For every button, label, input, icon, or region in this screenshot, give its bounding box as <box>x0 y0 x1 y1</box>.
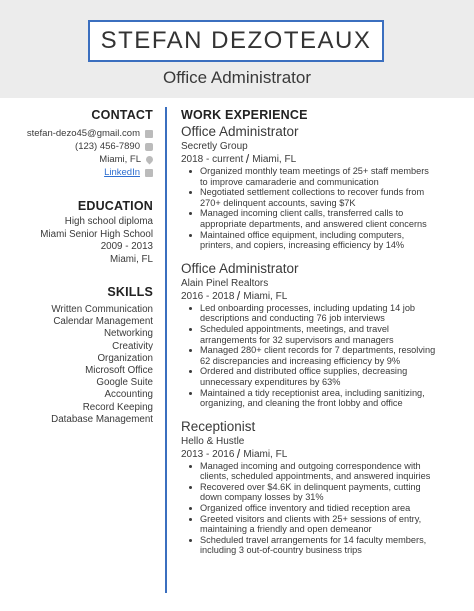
job-dates-row <box>181 448 465 461</box>
job-bullet: Managed incoming client calls, transferred calls to appropriate departments, and answered client concerns <box>181 208 465 229</box>
skills-heading: SKILLS <box>107 285 153 299</box>
job-bullet: Organized office inventory and tidied reception area <box>181 503 465 514</box>
job-bullet: Scheduled appointments, meetings, and travel arrangements for 32 supervisors and managers <box>181 324 465 345</box>
education-dates: 2009 - 2013 <box>100 241 153 252</box>
contact-location <box>0 153 153 166</box>
job-bullet: Led onboarding processes, including updating 14 job descriptions and conducting 76 job interviews <box>181 303 465 324</box>
candidate-title: Office Administrator <box>162 68 312 87</box>
job-dates-row <box>181 290 465 303</box>
job-bullet: Maintained office equipment, including computers, printers, and copiers, increasing efficiency by 14% <box>181 230 465 251</box>
job-dates: 2018 - current <box>181 154 244 165</box>
job-bullet: Managed incoming and outgoing correspondence with clients, scheduled appointments, and answered inquiries <box>181 461 465 482</box>
email-icon <box>145 130 153 138</box>
separator-icon <box>237 449 240 458</box>
job-location: Miami, FL <box>243 448 288 460</box>
contact-heading: CONTACT <box>91 108 153 122</box>
job-bullet: Recovered over $4.6K in delinquent payments, cutting down company losses by 31% <box>181 482 465 503</box>
education-degree: High school diploma <box>64 216 153 227</box>
job-bullets <box>181 166 465 251</box>
job-dates-row <box>181 153 465 166</box>
job-location: Miami, FL <box>252 154 297 165</box>
job-bullet: Ordered and distributed office supplies, decreasing unnecessary expenditures by 63% <box>181 366 465 387</box>
job-dates: 2016 - 2018 <box>181 290 235 302</box>
contact-linkedin[interactable] <box>0 166 153 179</box>
job-location: Miami, FL <box>243 290 288 302</box>
job-company: Hello & Hustle <box>181 435 245 447</box>
left-column <box>0 108 153 426</box>
skill-item: Organization <box>97 352 153 364</box>
contact-email[interactable] <box>0 127 153 140</box>
education-school: Miami Senior High School <box>40 228 153 240</box>
separator-icon <box>237 291 240 300</box>
job-bullets <box>181 303 465 409</box>
job-entry <box>181 124 465 251</box>
column-divider <box>165 107 167 593</box>
phone-text: (123) 456-7890 <box>75 141 140 152</box>
skill-item: Database Management <box>51 413 153 425</box>
job-entry <box>181 261 465 409</box>
skill-item: Written Communication <box>51 304 153 315</box>
job-bullet: Organized monthly team meetings of 25+ staff members to improve camaraderie and communication <box>181 166 465 187</box>
job-bullet: Maintained a tidy receptionist area, including sanitizing, organizing, and cleaning the front lobby and office <box>181 388 465 409</box>
skill-item: Calendar Management <box>53 316 153 328</box>
skill-item: Networking <box>103 328 153 340</box>
skill-item: Accounting <box>104 389 153 401</box>
job-bullets <box>181 461 465 556</box>
separator-icon <box>246 154 249 163</box>
phone-icon <box>145 143 153 151</box>
skill-item: Google Suite <box>96 377 153 389</box>
job-bullet: Managed 280+ client records for 7 departments, resolving 62 discrepancies and increasing efficiency by 9% <box>181 345 465 366</box>
name-box <box>88 20 384 62</box>
job-company: Secretly Group <box>181 141 248 152</box>
location-pin-icon <box>145 155 155 165</box>
job-bullet: Negotiated settlement collections to recover funds from 270+ delinquent accounts, saving $7K <box>181 187 465 208</box>
job-bullet: Greeted visitors and clients with 25+ sessions of entry, maintaining a friendly and open demeanor <box>181 514 465 535</box>
right-column <box>181 108 465 556</box>
experience-heading: WORK EXPERIENCE <box>181 108 308 122</box>
job-role: Office Administrator <box>181 124 299 139</box>
location-text: Miami, FL <box>99 154 141 165</box>
job-company: Alain Pinel Realtors <box>181 277 269 289</box>
contact-phone <box>0 140 153 153</box>
skills-list <box>0 304 153 426</box>
job-dates: 2013 - 2016 <box>181 448 235 460</box>
education-heading: EDUCATION <box>77 199 153 213</box>
linkedin-link[interactable]: LinkedIn <box>104 167 140 178</box>
skill-item: Record Keeping <box>82 401 153 413</box>
skill-item: Creativity <box>112 340 153 352</box>
email-text[interactable]: stefan-dezo45@gmail.com <box>26 128 140 139</box>
skill-item: Microsoft Office <box>85 364 153 376</box>
job-role: Receptionist <box>181 418 256 434</box>
job-role: Office Administrator <box>181 260 299 276</box>
linkedin-icon <box>145 169 153 177</box>
job-bullet: Scheduled travel arrangements for 14 faculty members, including 3 out-of-country business trips <box>181 535 465 556</box>
job-entry <box>181 419 465 556</box>
education-location: Miami, FL <box>109 253 153 265</box>
candidate-name: STEFAN DEZOTEAUX <box>100 27 372 54</box>
